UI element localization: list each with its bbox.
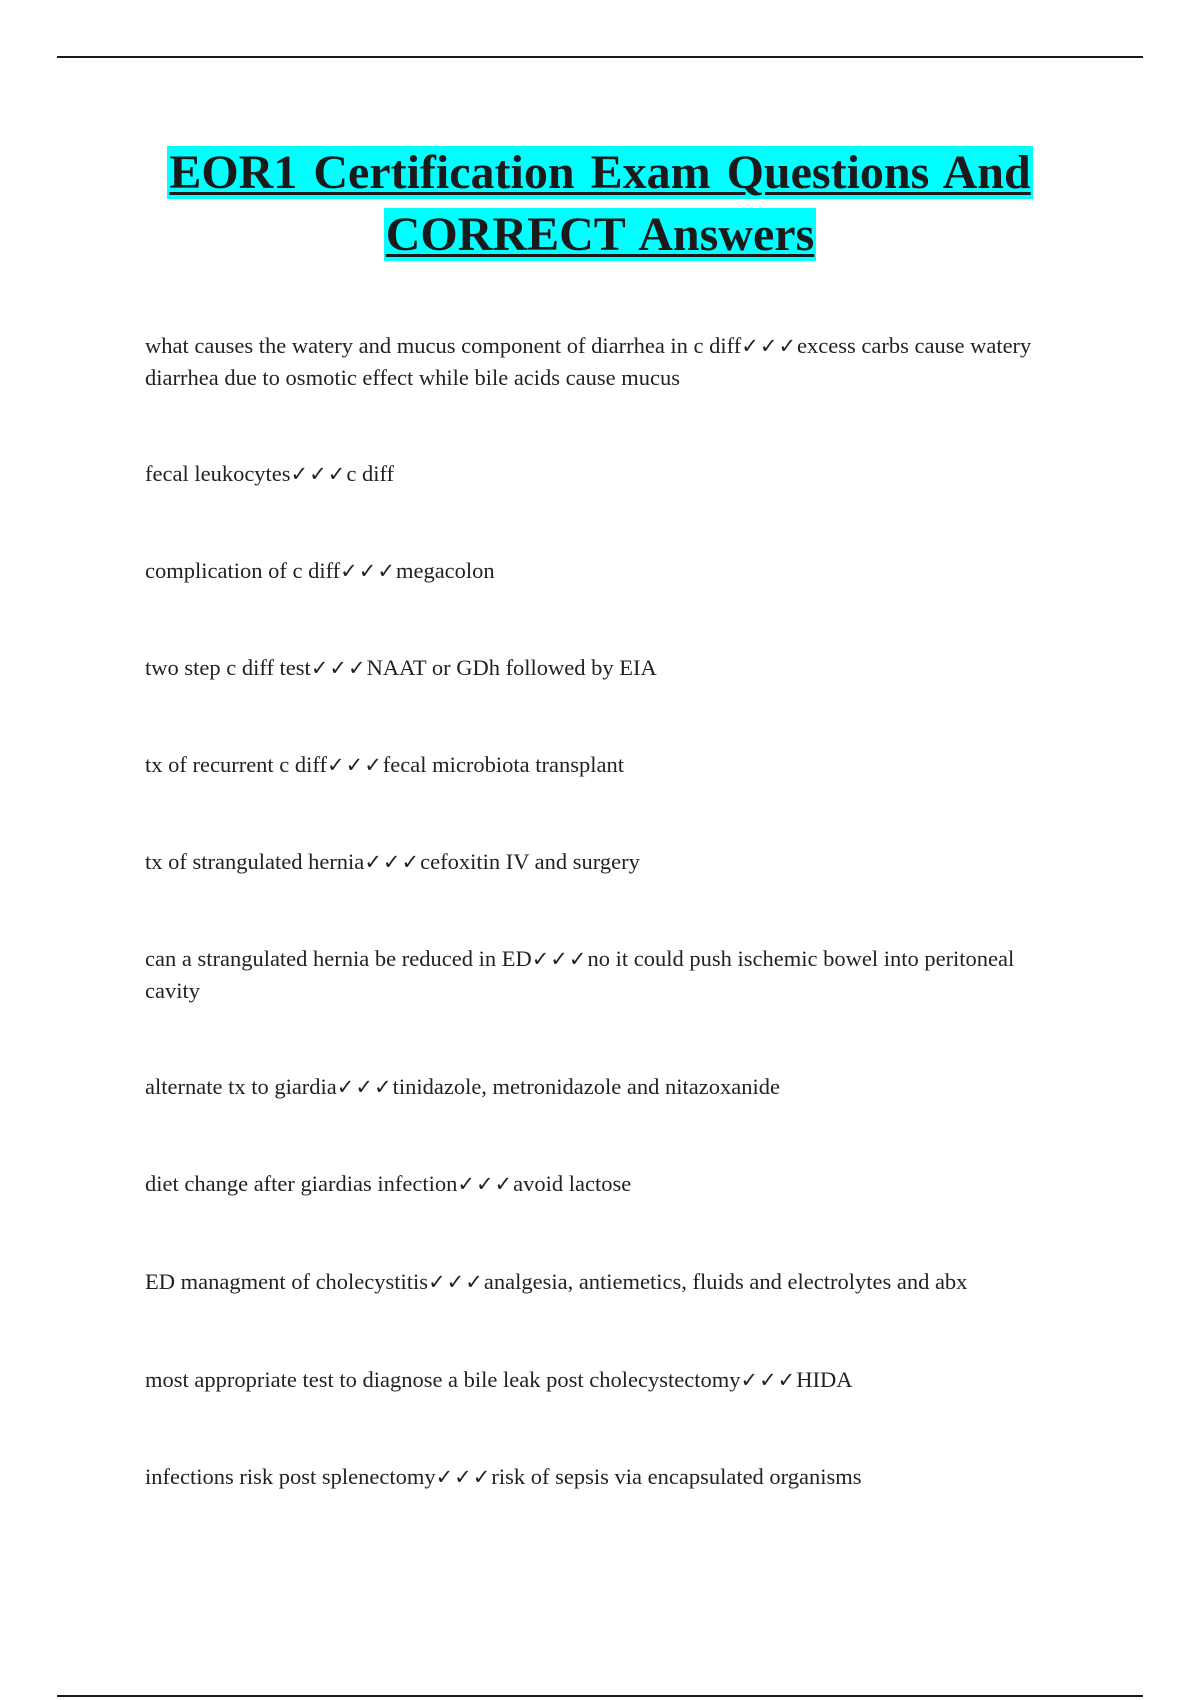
check-mark-icon: ✓✓✓ [340,559,396,583]
question-text: fecal leukocytes [145,461,291,486]
answer-text: analgesia, antiemetics, fluids and electrolytes and abx [483,1269,968,1294]
qa-item [145,330,1045,394]
question-text: tx of recurrent c diff [145,752,327,777]
question-text: diet change after giardias infection [145,1171,458,1196]
qa-item [145,652,1045,684]
answer-text: no it could push ischemic bowel into peritoneal cavity [145,946,1015,1003]
check-mark-icon: ✓✓✓ [310,656,367,680]
question-text: tx of strangulated hernia [145,849,365,874]
answer-text: avoid lactose [513,1171,632,1196]
check-mark-icon: ✓✓✓ [740,1368,797,1392]
question-text: infections risk post splenectomy [145,1464,436,1489]
answer-text: cefoxitin IV and surgery [420,849,640,874]
answer-text: HIDA [796,1367,853,1392]
qa-item [145,1364,1045,1396]
question-text: ED managment of cholecystitis [145,1269,429,1294]
check-mark-icon: ✓✓✓ [364,850,421,874]
qa-item [145,458,1045,490]
document-title [145,142,1055,266]
question-text: two step c diff test [145,655,311,680]
qa-item [145,943,1045,1007]
question-text: complication of c diff [145,558,341,583]
check-mark-icon: ✓✓✓ [531,947,588,971]
check-mark-icon: ✓✓✓ [741,334,798,358]
question-text: what causes the watery and mucus component of diarrhea in c diff [145,333,742,358]
answer-text: NAAT or GDh followed by EIA [366,655,657,680]
title-line-2: CORRECT Answers [385,208,815,261]
header-rule [57,56,1143,58]
qa-item [145,1071,1045,1103]
answer-text: risk of sepsis via encapsulated organisms [491,1464,862,1489]
answer-text: fecal microbiota transplant [382,752,624,777]
qa-item [145,1168,1045,1200]
answer-text: excess carbs cause watery diarrhea due to osmotic effect while bile acids cause mucus [145,333,1032,390]
question-text: alternate tx to giardia [145,1074,337,1099]
answer-text: c diff [346,461,395,486]
check-mark-icon: ✓✓✓ [435,1465,492,1489]
check-mark-icon: ✓✓✓ [428,1270,484,1294]
answer-text: tinidazole, metronidazole and nitazoxanide [392,1074,780,1099]
qa-item [145,1461,1045,1493]
question-text: can a strangulated hernia be reduced in ED [145,946,532,971]
check-mark-icon: ✓✓✓ [336,1075,393,1099]
question-text: most appropriate test to diagnose a bile leak post cholecystectomy [145,1367,741,1392]
answer-text: megacolon [395,558,495,583]
qa-item [145,749,1045,781]
qa-item [145,846,1045,878]
footer-rule [57,1695,1143,1697]
check-mark-icon: ✓✓✓ [457,1172,514,1196]
check-mark-icon: ✓✓✓ [290,462,347,486]
title-line-1: EOR1 Certification Exam Questions And [169,146,1031,199]
qa-item [145,555,1045,587]
check-mark-icon: ✓✓✓ [327,753,383,777]
qa-item [145,1266,1045,1298]
